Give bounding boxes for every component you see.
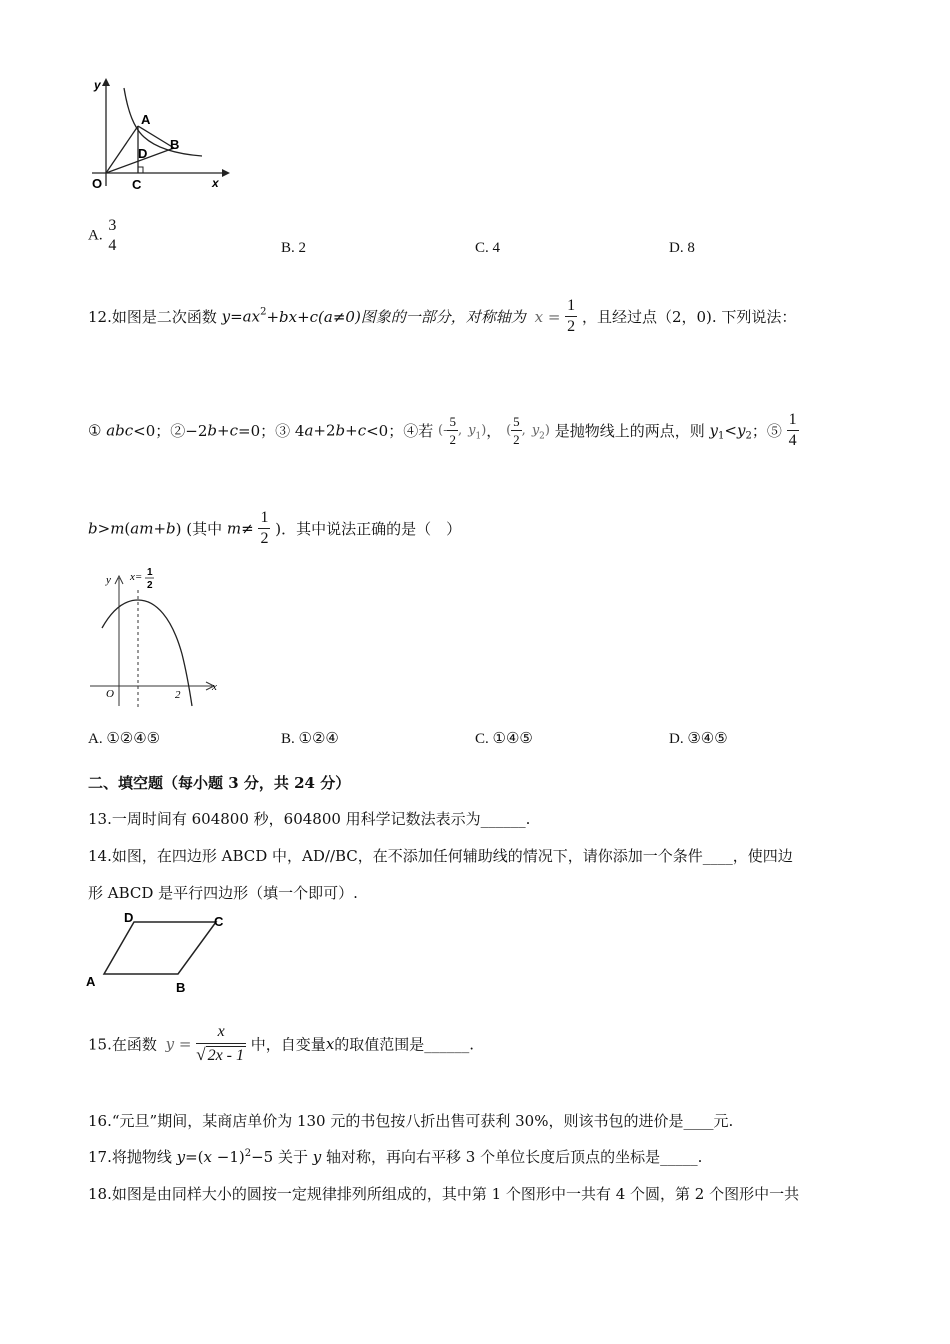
q12-y1-sub: 1 — [718, 430, 725, 442]
q12-option-d[interactable]: D. ③④⑤ — [669, 731, 728, 747]
q17-a: 17.将抛物线 — [88, 1148, 177, 1166]
q12-l3-num: 1 — [258, 510, 270, 529]
q12-func-sup: 2 — [260, 306, 267, 318]
q12-l3-gt: > — [97, 519, 111, 538]
section2-title: 二、填空题（每小题 3 分，共 24 分） — [88, 774, 351, 792]
q12-label-x: x — [212, 681, 217, 693]
q11-x-arrow — [222, 169, 230, 177]
q12-label-y: y — [106, 574, 111, 586]
q12-l3-b: b — [88, 519, 98, 538]
q17-e: −1) — [212, 1148, 245, 1166]
q12-p2-num: 5 — [513, 414, 520, 429]
q12-stmt1-var: abc — [106, 421, 134, 440]
q12-stmt3-c: c — [357, 421, 367, 440]
q12-p2-close: ) — [544, 423, 550, 438]
q12-l3-bb: b — [166, 519, 176, 538]
q12-suffix: ，且经过点（2，0). 下列说法： — [581, 308, 797, 326]
q14-line2: 形 ABCD 是平行四边形（填一个即可）. — [88, 884, 358, 902]
q14-label-d: D — [124, 910, 134, 925]
q12-l3-am: am — [130, 519, 154, 538]
q11-option-c[interactable]: C. 4 — [475, 240, 501, 256]
q17-b: y — [176, 1148, 186, 1166]
q11-figure — [86, 72, 236, 197]
q12-stmt1-mark: ① — [88, 421, 107, 440]
q12-points-comma: ， — [486, 422, 502, 440]
q12-graph — [86, 566, 231, 711]
q12-axis-label-den: 2 — [147, 580, 153, 591]
q15-fraction — [196, 1024, 246, 1064]
q12-l3-plus: + — [153, 519, 167, 538]
q12-axis-label-num: 1 — [147, 567, 153, 578]
q12-stmt2-plus: + — [217, 421, 230, 440]
q15-den-wrap — [196, 1044, 246, 1064]
q12-p1-y: y — [468, 423, 476, 438]
q11-y-arrow — [102, 78, 110, 86]
q12-func: y=ax — [221, 307, 261, 326]
q11-option-a-fraction — [106, 218, 118, 254]
q12-stmt3-plus: + — [345, 421, 358, 440]
q12-p1-den: 2 — [449, 432, 456, 447]
q16-text: 16.“元旦”期间，某商店单价为 130 元的书包按八折出售可获利 30%，则该书包的进价是____元. — [88, 1112, 734, 1130]
q15-x: x — [325, 1035, 335, 1053]
q12-p1-open: (- — [438, 423, 448, 438]
q12-p2-open: ( — [506, 423, 512, 438]
q14-label-b: B — [176, 980, 186, 995]
q12-func-rest: +bx+c(a≠0)图象的一部分，对称轴为 — [266, 308, 526, 326]
q12-p2-sub: 2 — [539, 431, 545, 442]
q11-label-c: C — [132, 177, 142, 192]
q12-option-b[interactable]: B. ①②④ — [281, 731, 339, 747]
q11-label-y: y — [94, 78, 101, 92]
q11-option-a-num: 3 — [108, 217, 117, 234]
q11-option-a[interactable] — [88, 218, 118, 254]
q11-label-a: A — [141, 112, 151, 127]
q12-p1-close: ) — [481, 423, 487, 438]
q11-hyperbola — [124, 88, 202, 156]
q12-stmt5-mark: ；⑤ — [751, 422, 782, 440]
q12-lt: < — [724, 421, 737, 440]
q11-label-d: D — [138, 146, 148, 161]
q12-p2-frac — [511, 415, 522, 446]
q14-parallelogram — [104, 922, 216, 974]
q12-l3-end: )．其中说法正确的是（ ） — [275, 520, 462, 538]
q15-sqrt-sign: √ — [196, 1045, 206, 1064]
q12-line3 — [88, 510, 461, 547]
q12-line2 — [88, 412, 799, 449]
q12-l3-m2: m — [226, 519, 242, 538]
q11-option-d[interactable]: D. 8 — [669, 240, 695, 256]
q12-label-2: 2 — [175, 689, 181, 701]
q12-stmt3-plus2: +2 — [313, 421, 336, 440]
q11-label-x: x — [212, 176, 219, 190]
q12-axis-num: 1 — [565, 298, 577, 317]
q14-label-a: A — [86, 974, 96, 989]
q11-option-a-den: 4 — [108, 237, 117, 254]
q12-stmt2-rest: =0；③ 4 — [238, 422, 305, 440]
q15-num: x — [196, 1024, 246, 1044]
q12-l3-m: m — [110, 519, 125, 538]
q11-label-b: B — [170, 137, 180, 152]
q12-l3-paren: ( — [124, 519, 131, 538]
q14-line1: 14.如图，在四边形 ABCD 中，AD//BC，在不添加任何辅助线的情况下，请你添加一个条件____，使四边 — [88, 847, 793, 865]
q12-stmt5-den: 4 — [788, 432, 797, 449]
q12-option-a[interactable]: A. ①②④⑤ — [88, 731, 161, 747]
q12-axis-var: x = — [534, 307, 561, 326]
q11-option-a-label: A. — [88, 227, 103, 244]
q12-stmt4-mid: 是抛物线上的两点，则 — [554, 422, 710, 440]
q14-figure — [84, 908, 234, 998]
q12-stmt1-rest: <0；②−2 — [133, 422, 208, 440]
q18-text: 18.如图是由同样大小的圆按一定规律排列所组成的，其中第 1 个图形中一共有 4 个圆，第 2 个图形中一共 — [88, 1185, 800, 1203]
q12-stmt5-num: 1 — [787, 412, 799, 431]
q15-den: 2x - 1 — [207, 1047, 245, 1064]
q12-p2-comma: , — [521, 423, 526, 438]
q12-p1-frac — [447, 415, 458, 446]
q12-prefix: 12.如图是二次函数 — [88, 308, 222, 326]
q12-p1-comma: , — [457, 423, 463, 438]
q12-label-o: O — [106, 688, 114, 700]
q12-l3-close: ) (其中 — [175, 520, 227, 538]
q15-mid: 中，自变量 — [250, 1035, 326, 1054]
q12-stmt3-b: b — [335, 421, 346, 440]
q12-p2-den: 2 — [513, 432, 520, 447]
q17-h: 轴对称，再向右平移 3 个单位长度后顶点的坐标是_____. — [321, 1148, 703, 1166]
q12-line1 — [88, 298, 796, 335]
q12-axis-den: 2 — [567, 318, 576, 335]
q12-stmt2-c: c — [229, 421, 238, 440]
q15-line — [88, 1024, 474, 1064]
q12-stmt3-a: a — [304, 421, 314, 440]
q12-y1: y — [709, 421, 719, 440]
q11-label-o: O — [92, 176, 103, 191]
q12-p2-y: y — [531, 423, 540, 438]
q17-f: −5 关于 — [251, 1148, 313, 1166]
q12-axis-label: x= — [130, 571, 143, 583]
q12-l3-frac — [258, 510, 270, 547]
q17-line — [88, 1146, 702, 1167]
q12-y2: y — [736, 421, 746, 440]
q15-y: y = — [165, 1035, 192, 1053]
q11-line-oa — [106, 126, 138, 173]
q17-sup: 2 — [244, 1148, 252, 1159]
q12-option-c[interactable]: C. ①④⑤ — [475, 731, 533, 747]
q13-text: 13.一周时间有 604800 秒，604800 用科学记数法表示为______. — [88, 810, 531, 828]
q11-right-angle — [138, 167, 143, 173]
q12-stmt5-frac — [787, 412, 799, 449]
q17-g: y — [312, 1148, 322, 1166]
q15-suffix: 的取值范围是______. — [334, 1035, 475, 1054]
q12-p1-num: 5 — [449, 414, 456, 429]
q12-axis-fraction — [565, 298, 577, 335]
q14-label-c: C — [214, 914, 224, 929]
q12-l3-den: 2 — [260, 530, 269, 547]
q12-stmt4-if: <0；④若 — [366, 422, 434, 440]
q12-l3-ne: ≠ — [241, 519, 254, 538]
q12-stmt2-b: b — [207, 421, 218, 440]
q15-prefix: 15.在函数 — [88, 1035, 157, 1054]
q12-y2-sub: 2 — [745, 430, 752, 442]
q17-d: x — [203, 1148, 212, 1166]
q17-c: =( — [185, 1148, 204, 1166]
q12-p1-sub: 1 — [475, 431, 482, 442]
q11-option-b[interactable]: B. 2 — [281, 240, 307, 256]
